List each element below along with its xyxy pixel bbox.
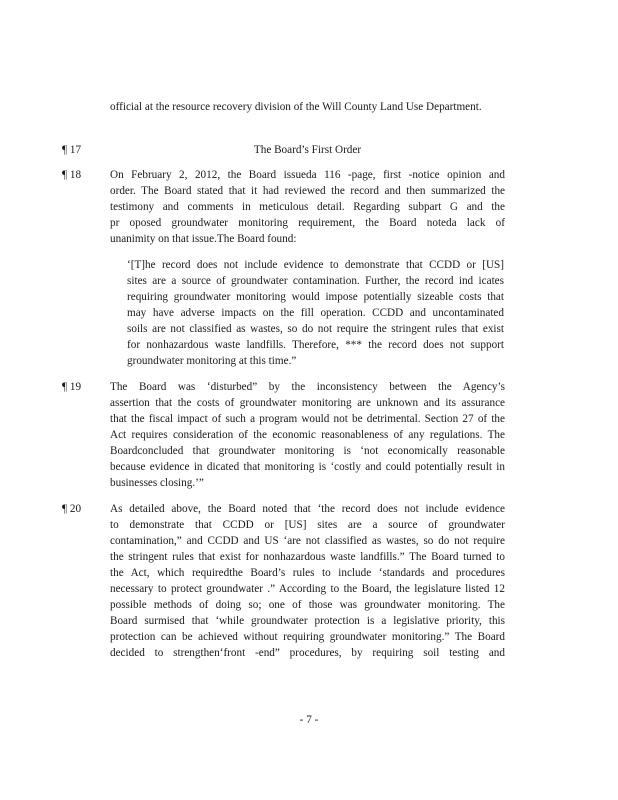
body-line: the stringent rules that exist for nonhazardous waste landfills.” The Board turned to [110, 551, 505, 563]
body-line: protection can be achieved without requiring groundwater monitoring.” The Board [110, 631, 505, 643]
body-line: businesses closing.’” [110, 477, 204, 489]
body-line: possible methods of doing so; one of those was groundwater monitoring. The [110, 599, 505, 611]
body-line: because evidence in dicated that monitoring is ‘costly and could potentially result in [110, 461, 505, 473]
block-quote-line: for nonhazardous waste landfills. Therefore, *** the record does not support [127, 339, 504, 351]
page-number: - 7 - [299, 714, 319, 726]
body-line: contamination,” and CCDD and US ‘are not classified as wastes, so do not require [110, 535, 505, 547]
block-quote-line: may have adverse impacts on the fill operation. CCDD and uncontaminated [127, 307, 504, 319]
body-line: Boardconcluded that groundwater monitoring is ‘not economically reasonable [110, 445, 505, 457]
body-line: testimony and comments in meticulous detail. Regarding subpart G and the [110, 201, 505, 213]
body-line: Act requires consideration of the economic reasonableness of any regulations. The [110, 429, 505, 441]
body-line: to demonstrate that CCDD or [US] sites are a source of groundwater [110, 519, 505, 531]
body-line: decided to strengthen‘front -end” procedures, by requiring soil testing and [110, 647, 505, 659]
block-quote-line: soils are not classified as wastes, so do not require the stringent rules that exist [127, 323, 504, 335]
body-line: official at the resource recovery division of the Will County Land Use Department. [110, 101, 482, 113]
body-line: order. The Board stated that it had reviewed the record and then summarized the [110, 185, 505, 197]
body-line: that the fiscal impact of such a program would not be detrimental. Section 27 of the [110, 413, 505, 425]
paragraph-number: ¶ 19 [62, 381, 82, 393]
body-line: Board surmised that ‘while groundwater protection is a legislative priority, this [110, 615, 505, 627]
paragraph-number: ¶ 20 [62, 503, 82, 515]
block-quote-line: requiring groundwater monitoring would impose potentially sizeable costs that [127, 291, 504, 303]
body-line: assertion that the costs of groundwater monitoring are unknown and its assurance [110, 397, 505, 409]
section-heading: The Board’s First Order [253, 144, 362, 156]
body-line: As detailed above, the Board noted that ‘the record does not include evidence [110, 503, 505, 515]
paragraph-number: ¶ 18 [62, 169, 82, 181]
body-line: The Board was ‘disturbed” by the inconsistency between the Agency’s [110, 381, 505, 393]
block-quote-line: sites are a source of groundwater contamination. Further, the record ind icates [127, 275, 504, 287]
paragraph-number: ¶ 17 [62, 144, 82, 156]
body-line: On February 2, 2012, the Board issueda 116 -page, first -notice opinion and [110, 169, 505, 181]
block-quote-line: groundwater monitoring at this time.” [127, 355, 297, 367]
body-line: pr oposed groundwater monitoring requirement, the Board noteda lack of [110, 217, 505, 229]
body-line: unanimity on that issue.The Board found: [110, 233, 297, 245]
body-line: the Act, which requiredthe Board’s rules to include ‘standards and procedures [110, 567, 505, 579]
body-line: necessary to protect groundwater .” According to the Board, the legislature listed 12 [110, 583, 505, 595]
block-quote-line: ‘[T]he record does not include evidence to demonstrate that CCDD or [US] [127, 259, 504, 271]
